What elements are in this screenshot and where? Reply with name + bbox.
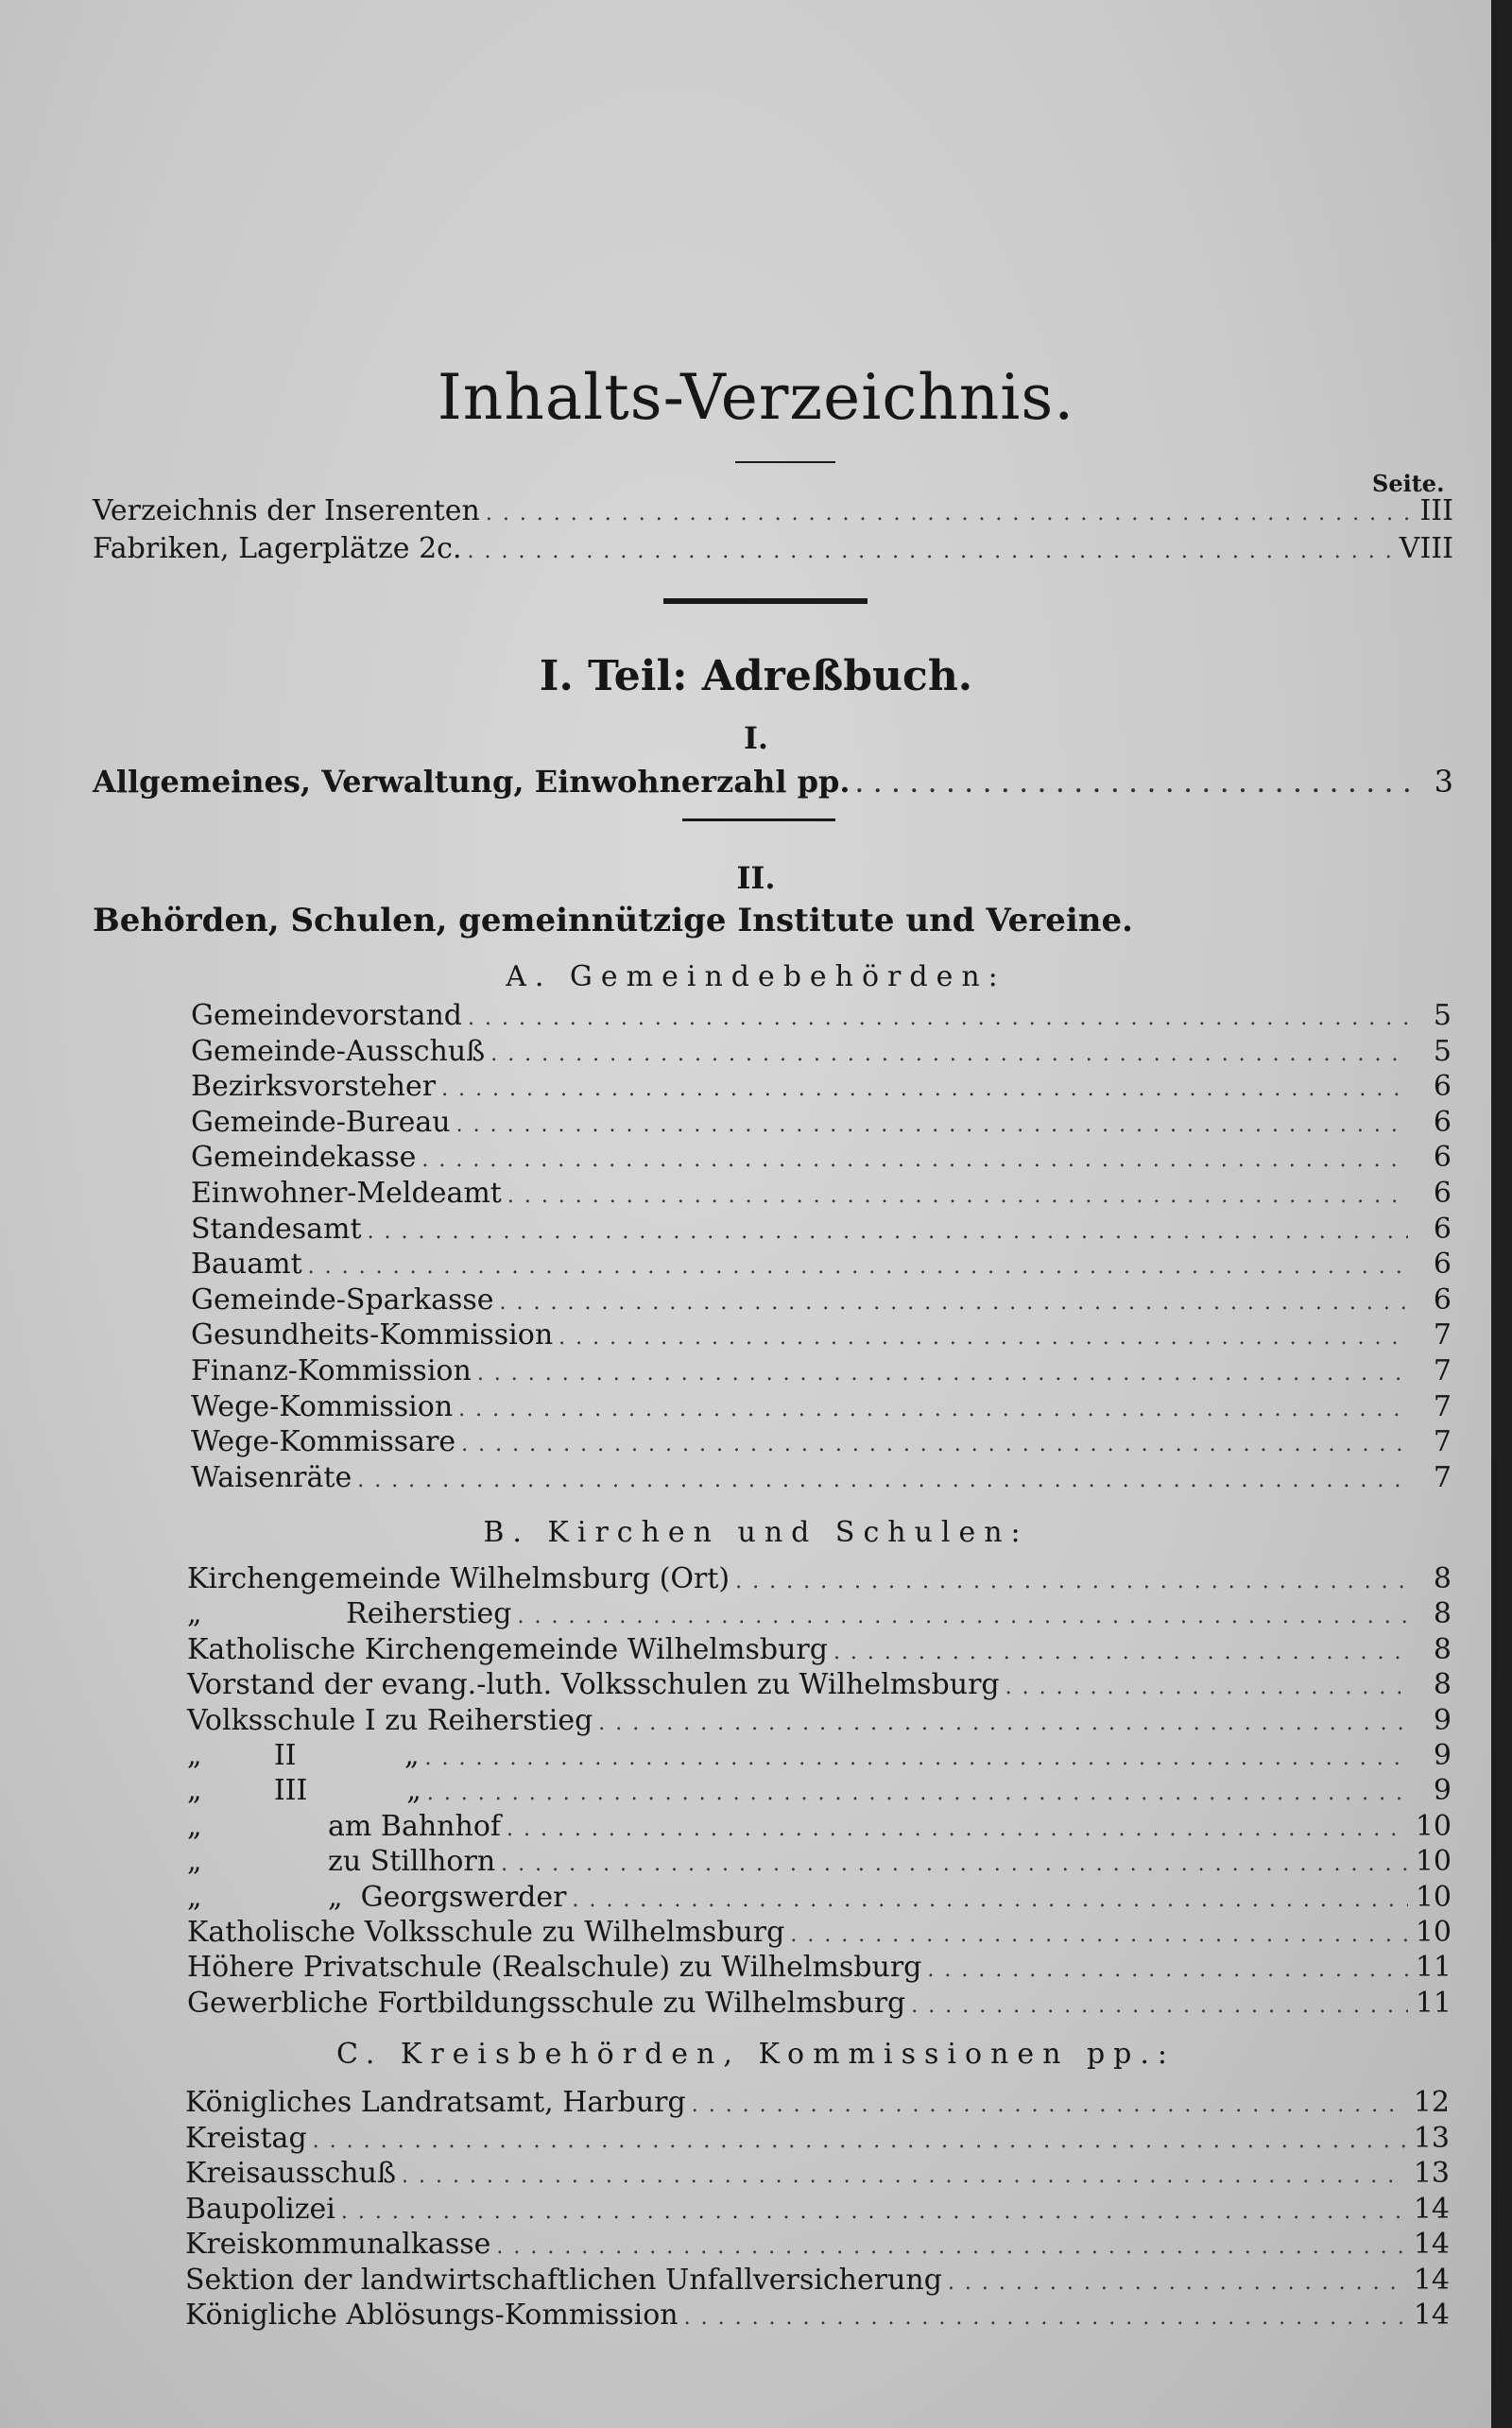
toc-page: 6 — [1433, 1105, 1452, 1139]
toc-page: 8 — [1433, 1562, 1452, 1595]
toc-page: VIII — [1399, 532, 1453, 565]
leader-dots — [477, 1356, 1408, 1392]
leader-dots — [927, 1953, 1408, 1989]
toc-page: 6 — [1433, 1212, 1452, 1246]
leader-dots — [948, 2265, 1406, 2301]
leader-dots — [496, 2230, 1406, 2265]
scan-edge — [1491, 0, 1512, 2428]
toc-label: Standesamt — [191, 1212, 362, 1246]
toc-label: Baupolizei — [185, 2192, 335, 2226]
toc-page: 10 — [1415, 1809, 1452, 1843]
leader-dots — [458, 1392, 1408, 1428]
toc-row — [191, 1460, 1452, 1499]
toc-label: Wege-Kommission — [191, 1389, 454, 1423]
leader-dots — [441, 1072, 1408, 1108]
part-title: I. Teil: Adreßbuch. — [539, 652, 973, 700]
leader-dots — [692, 2088, 1406, 2124]
toc-page: 7 — [1433, 1389, 1452, 1423]
toc-label: Gemeinde-Bureau — [191, 1105, 451, 1139]
toc-label: Finanz-Kommission — [191, 1354, 472, 1387]
toc-label: Einwohner-Meldeamt — [191, 1177, 502, 1210]
toc-page: 7 — [1433, 1318, 1452, 1352]
toc-page: 5 — [1433, 1034, 1452, 1068]
toc-label: Kirchengemeinde Wilhelmsburg (Ort) — [187, 1562, 730, 1595]
toc-label: Gewerbliche Fortbildungsschule zu Wilhelmsburg — [187, 1986, 906, 2020]
toc-page: 7 — [1433, 1354, 1452, 1387]
toc-page: 11 — [1415, 1951, 1452, 1985]
toc-row — [191, 1140, 1452, 1179]
thick-rule — [663, 598, 868, 604]
toc-row — [187, 1880, 1452, 1919]
toc-label: Wege-Kommissare — [191, 1425, 456, 1459]
toc-row — [191, 1317, 1452, 1356]
toc-row — [185, 2263, 1450, 2301]
toc-row — [191, 1389, 1452, 1428]
leader-dots — [735, 1564, 1408, 1600]
toc-label: Waisenräte — [191, 1460, 352, 1494]
toc-row-fabriken — [93, 531, 1453, 570]
leader-dots — [558, 1320, 1408, 1356]
leader-dots — [341, 2195, 1406, 2230]
toc-label: Kreistag — [185, 2121, 307, 2155]
toc-page: 10 — [1415, 1916, 1452, 1949]
toc-page: 6 — [1433, 1141, 1452, 1175]
leader-dots — [790, 1918, 1408, 1954]
toc-page: 10 — [1415, 1845, 1452, 1879]
toc-row-inserenten — [93, 493, 1453, 532]
title-rule — [735, 461, 835, 463]
leader-dots — [1005, 1670, 1408, 1706]
section-1-numeral: I. — [743, 720, 769, 756]
toc-page: III — [1419, 494, 1453, 527]
toc-page: 9 — [1433, 1703, 1452, 1737]
toc-page: 14 — [1413, 2192, 1450, 2226]
leader-dots — [461, 1427, 1408, 1463]
leader-dots — [402, 2159, 1406, 2195]
leader-dots — [833, 1635, 1408, 1671]
toc-label: Sektion der landwirtschaftlichen Unfallversicherung — [185, 2263, 942, 2297]
toc-page: 3 — [1434, 764, 1453, 800]
toc-label: Bauamt — [191, 1248, 302, 1282]
toc-label: „ am Bahnhof — [187, 1809, 501, 1843]
leader-dots — [468, 1001, 1408, 1037]
toc-label: Königliches Landratsamt, Harburg — [185, 2086, 686, 2119]
toc-page: 10 — [1415, 1880, 1452, 1914]
toc-row — [185, 2192, 1450, 2230]
toc-label: Allgemeines, Verwaltung, Einwohnerzahl pp. — [93, 764, 850, 800]
seite-label: Seite. — [1372, 470, 1445, 497]
toc-label: „ III „ — [187, 1774, 421, 1808]
toc-label: „ Reiherstieg — [187, 1597, 512, 1631]
leader-dots — [507, 1812, 1408, 1848]
toc-row — [191, 1212, 1452, 1250]
toc-row — [185, 2121, 1450, 2160]
leader-dots — [357, 1463, 1408, 1499]
toc-row — [187, 1738, 1452, 1777]
toc-label: Bezirksvorsteher — [191, 1070, 437, 1104]
toc-row — [191, 998, 1452, 1037]
leader-dots — [501, 1847, 1408, 1883]
toc-row — [187, 1667, 1452, 1706]
toc-label: Katholische Volksschule zu Wilhelmsburg — [187, 1916, 785, 1949]
leader-dots — [368, 1214, 1408, 1250]
leader-dots — [684, 2300, 1406, 2336]
leader-dots — [856, 767, 1411, 803]
subsection-a-title: A. Gemeindebehörden: — [506, 960, 1006, 993]
toc-page: 9 — [1433, 1739, 1452, 1772]
leader-dots — [313, 2124, 1406, 2160]
toc-label: „ II „ — [187, 1739, 420, 1772]
toc-row — [191, 1034, 1452, 1073]
page-title: Inhalts-Verzeichnis. — [437, 361, 1075, 434]
toc-label: Höhere Privatschule (Realschule) zu Wilhelmsburg — [187, 1951, 922, 1985]
leader-dots — [490, 1037, 1408, 1073]
toc-label: Vorstand der evang.-luth. Volksschulen zu Wilhelmsburg — [187, 1668, 1000, 1702]
toc-row — [191, 1247, 1452, 1285]
leader-dots — [572, 1883, 1408, 1919]
toc-page: 7 — [1433, 1425, 1452, 1459]
toc-label: Gesundheits-Kommission — [191, 1318, 554, 1352]
section-2-title: Behörden, Schulen, gemeinnützige Institute und Vereine. — [93, 902, 1133, 939]
toc-page: 8 — [1433, 1668, 1452, 1702]
toc-row — [187, 1844, 1452, 1883]
toc-page: 5 — [1433, 999, 1452, 1032]
toc-page: 13 — [1413, 2121, 1450, 2155]
leader-dots — [308, 1249, 1408, 1285]
toc-row — [185, 2085, 1450, 2124]
leader-dots — [456, 1108, 1408, 1144]
toc-row — [185, 2298, 1450, 2336]
leader-dots — [507, 1179, 1408, 1214]
toc-page: 8 — [1433, 1632, 1452, 1666]
toc-page: 12 — [1413, 2086, 1450, 2119]
toc-row — [187, 1632, 1452, 1671]
toc-label: Katholische Kirchengemeinde Wilhelmsburg — [187, 1632, 828, 1666]
leader-dots — [421, 1143, 1408, 1179]
subsection-c-title: C. Kreisbehörden, Kommissionen pp.: — [335, 2038, 1177, 2071]
toc-page: 14 — [1413, 2299, 1450, 2332]
leader-dots — [427, 1776, 1408, 1812]
leader-dots — [598, 1706, 1408, 1742]
section-2-numeral: II. — [736, 860, 776, 896]
toc-row — [191, 1424, 1452, 1463]
toc-page: 6 — [1433, 1177, 1452, 1210]
toc-page: 6 — [1433, 1070, 1452, 1104]
toc-label: Volksschule I zu Reiherstieg — [187, 1703, 593, 1737]
toc-row — [187, 1986, 1452, 2024]
toc-label: „ zu Stillhorn — [187, 1845, 496, 1879]
toc-row — [191, 1353, 1452, 1392]
toc-page: 11 — [1415, 1986, 1452, 2020]
toc-label: Kreisausschuß — [185, 2157, 396, 2190]
toc-page: 14 — [1413, 2263, 1450, 2297]
toc-row — [187, 1703, 1452, 1742]
toc-label: Gemeinde-Sparkasse — [191, 1283, 494, 1317]
leader-dots — [425, 1741, 1408, 1777]
toc-label: Gemeinde-Ausschuß — [191, 1034, 486, 1068]
leader-dots — [468, 534, 1394, 570]
toc-label: „ „ Georgswerder — [187, 1880, 567, 1914]
toc-label: Fabriken, Lagerplätze 2c. — [93, 532, 462, 565]
toc-label: Verzeichnis der Inserenten — [93, 494, 480, 527]
toc-page: 6 — [1433, 1248, 1452, 1282]
subsection-b-title: B. Kirchen und Schulen: — [483, 1516, 1029, 1549]
toc-row — [185, 2156, 1450, 2195]
toc-label: Kreiskommunalkasse — [185, 2228, 491, 2261]
toc-row-section-1 — [93, 764, 1453, 803]
toc-label: Gemeindekasse — [191, 1141, 417, 1175]
toc-row — [187, 1596, 1452, 1635]
toc-row — [185, 2227, 1450, 2265]
toc-label: Königliche Ablösungs-Kommission — [185, 2299, 679, 2332]
leader-dots — [517, 1599, 1408, 1635]
toc-page: 14 — [1413, 2228, 1450, 2261]
toc-page: 6 — [1433, 1283, 1452, 1317]
toc-row — [191, 1105, 1452, 1144]
toc-row — [191, 1176, 1452, 1214]
leader-dots — [911, 1989, 1408, 2024]
leader-dots — [500, 1285, 1408, 1321]
toc-label: Gemeindevorstand — [191, 999, 463, 1032]
toc-row — [191, 1283, 1452, 1321]
toc-page: 8 — [1433, 1597, 1452, 1631]
toc-page: 7 — [1433, 1460, 1452, 1494]
section-rule — [682, 818, 835, 821]
toc-page: 9 — [1433, 1774, 1452, 1808]
toc-row — [187, 1561, 1452, 1600]
toc-row — [187, 1809, 1452, 1848]
toc-row — [187, 1915, 1452, 1954]
toc-page: 13 — [1413, 2157, 1450, 2190]
toc-row — [187, 1950, 1452, 1989]
toc-row — [187, 1773, 1452, 1812]
toc-row — [191, 1069, 1452, 1108]
leader-dots — [486, 496, 1410, 532]
